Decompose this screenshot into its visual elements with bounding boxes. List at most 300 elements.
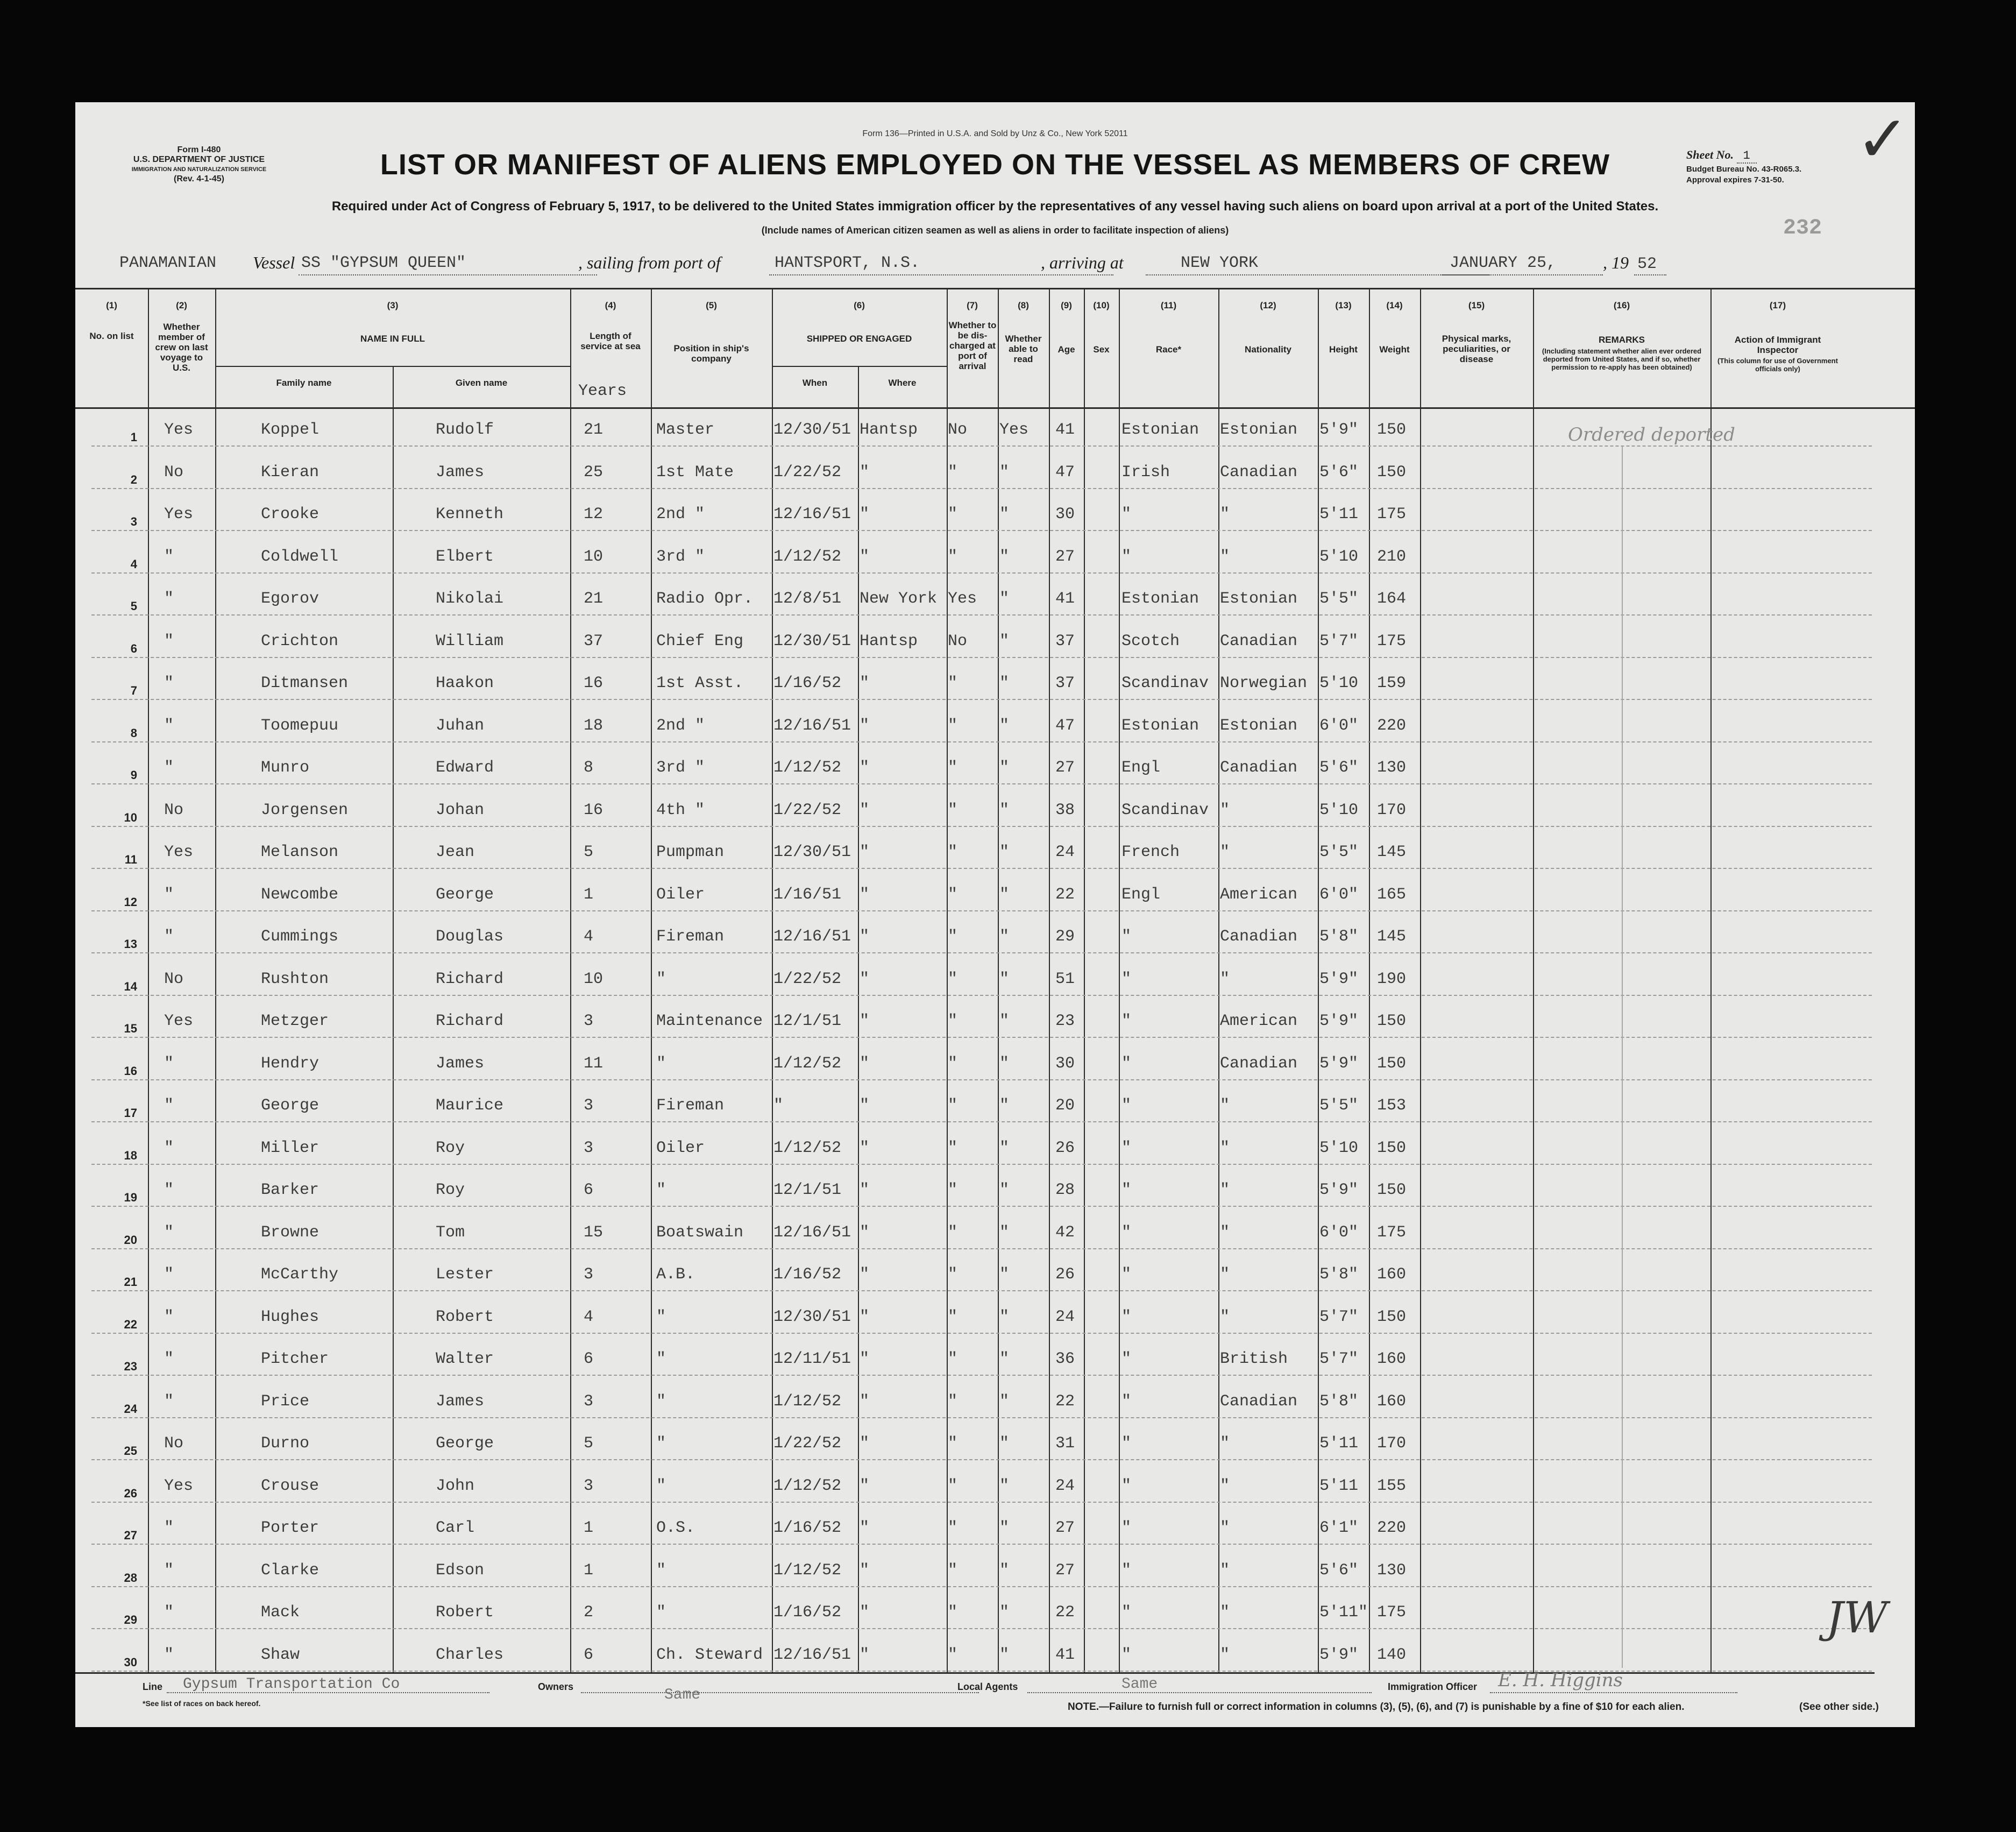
cell-when: 1/16/52	[773, 1519, 842, 1537]
cell-where: "	[860, 1054, 870, 1073]
header-age: Age	[1057, 344, 1075, 355]
row-number: 17	[124, 1106, 137, 1120]
cell-position: Boatswain	[656, 1223, 744, 1242]
cell-family: Ditmansen	[261, 674, 349, 692]
row-number: 21	[124, 1275, 137, 1289]
col-num: (1)	[106, 300, 117, 310]
cell-weight: 175	[1377, 632, 1407, 650]
cell-position: Oiler	[656, 1138, 705, 1157]
row-number: 30	[124, 1655, 137, 1669]
requirement-text: Required under Act of Congress of February 5, 1917, to be delivered to the United States immigration officer by the representatives of any vessel having such aliens on board upon arrival at a port of the United States.	[331, 199, 1659, 214]
cell-age: 30	[1055, 505, 1075, 524]
cell-nationality: American	[1220, 1012, 1298, 1030]
col-num: (10)	[1093, 300, 1110, 310]
cell-position: "	[656, 1476, 666, 1495]
cell-where: "	[860, 716, 870, 735]
cell-where: "	[860, 505, 870, 524]
cell-when: 1/22/52	[773, 970, 842, 988]
cell-where: "	[860, 674, 870, 692]
cell-age: 24	[1055, 843, 1075, 861]
row-number: 1	[130, 430, 137, 444]
cell-prev: "	[164, 1307, 174, 1326]
cell-weight: 170	[1377, 1434, 1407, 1453]
cell-given: James	[436, 1392, 485, 1411]
footer-note: NOTE.—Failure to furnish full or correct information in columns (3), (5), (6), and (7) is punishable by a fine of $10 for each alien.	[1068, 1701, 1685, 1713]
cell-when: 1/22/52	[773, 1434, 842, 1453]
cell-weight: 150	[1377, 1181, 1407, 1199]
cell-race: "	[1121, 1223, 1132, 1242]
cell-height: 5'9"	[1319, 1012, 1359, 1030]
cell-discharged: "	[948, 970, 958, 988]
cell-height: 5'6"	[1319, 759, 1359, 777]
cell-position: "	[656, 1181, 666, 1199]
cell-position: 3rd "	[656, 759, 705, 777]
year-suffix: 52	[1637, 255, 1657, 273]
cell-family: Shaw	[261, 1645, 300, 1664]
cell-prev: No	[164, 463, 184, 482]
cell-where: "	[860, 1476, 870, 1495]
cell-height: 5'9"	[1319, 1054, 1359, 1073]
cell-position: Pumpman	[656, 843, 725, 861]
cell-weight: 155	[1377, 1476, 1407, 1495]
cell-prev: Yes	[164, 1012, 194, 1030]
cell-weight: 160	[1377, 1350, 1407, 1368]
row-number: 10	[124, 810, 137, 824]
cell-when: 1/22/52	[773, 463, 842, 482]
cell-discharged: "	[948, 1519, 958, 1537]
cell-position: "	[656, 1561, 666, 1580]
cell-position: Radio Opr.	[656, 590, 754, 608]
cell-family: Melanson	[261, 843, 339, 861]
col-num: (7)	[967, 300, 978, 310]
cell-when: 12/1/51	[773, 1181, 842, 1199]
row-number: 15	[124, 1022, 137, 1035]
cell-given: Jean	[436, 843, 475, 861]
cell-nationality: "	[1220, 1307, 1230, 1326]
cell-service: 18	[584, 716, 604, 735]
form-id: Form I-480	[177, 145, 221, 154]
cell-prev: "	[164, 1138, 174, 1157]
cell-service: 12	[584, 505, 604, 524]
cell-nationality: Norwegian	[1220, 674, 1308, 692]
row-number: 11	[124, 853, 137, 866]
cell-height: 5'5"	[1319, 843, 1359, 861]
cell-read: "	[999, 505, 1010, 524]
cell-nationality: "	[1220, 1476, 1230, 1495]
cell-weight: 220	[1377, 716, 1407, 735]
header-prev-voyage: Whether member of crew on last voyage to U.S.	[155, 322, 208, 373]
cell-discharged: "	[948, 928, 958, 946]
cell-weight: 165	[1377, 885, 1407, 904]
cell-given: Richard	[436, 970, 504, 988]
cell-where: "	[860, 801, 870, 819]
cell-prev: "	[164, 885, 174, 904]
col-num: (12)	[1260, 300, 1276, 310]
col-num: (4)	[605, 300, 616, 310]
include-note: (Include names of American citizen seamen as well as aliens in order to facilitate inspection of aliens)	[761, 225, 1229, 236]
cell-position: Oiler	[656, 885, 705, 904]
cell-age: 41	[1055, 1645, 1075, 1664]
cell-nationality: "	[1220, 801, 1230, 819]
cell-prev: "	[164, 928, 174, 946]
cell-where: "	[860, 759, 870, 777]
cell-when: 12/30/51	[773, 421, 851, 439]
cell-height: 5'10	[1319, 547, 1359, 566]
cell-service: 25	[584, 463, 604, 482]
cell-prev: "	[164, 759, 174, 777]
cell-read: "	[999, 547, 1010, 566]
header-given-name: Given name	[455, 378, 508, 388]
cell-family: Coldwell	[261, 547, 339, 566]
cell-when: 12/16/51	[773, 928, 851, 946]
cell-position: Fireman	[656, 928, 725, 946]
cell-when: 1/12/52	[773, 1561, 842, 1580]
cell-position: "	[656, 1054, 666, 1073]
cell-when: 12/16/51	[773, 505, 851, 524]
cell-race: Scandinav	[1121, 801, 1209, 819]
cell-read: "	[999, 1392, 1010, 1411]
cell-nationality: "	[1220, 1519, 1230, 1537]
cell-position: 1st Mate	[656, 463, 734, 482]
cell-family: Porter	[261, 1519, 320, 1537]
row-number: 23	[124, 1360, 137, 1373]
service: IMMIGRATION AND NATURALIZATION SERVICE	[131, 166, 267, 173]
cell-family: Barker	[261, 1181, 320, 1199]
cell-when: 1/12/52	[773, 1054, 842, 1073]
cell-given: Charles	[436, 1645, 504, 1664]
cell-read: "	[999, 463, 1010, 482]
footer-line-value: Gypsum Transportation Co	[183, 1676, 400, 1693]
cell-age: 26	[1055, 1138, 1075, 1157]
cell-weight: 150	[1377, 1138, 1407, 1157]
cell-service: 3	[584, 1265, 594, 1284]
cell-weight: 150	[1377, 421, 1407, 439]
cell-where: "	[860, 463, 870, 482]
col-num: (13)	[1335, 300, 1352, 310]
cell-family: Munro	[261, 759, 310, 777]
cell-discharged: "	[948, 716, 958, 735]
cell-read: "	[999, 928, 1010, 946]
cell-prev: "	[164, 1181, 174, 1199]
cell-when: 1/12/52	[773, 759, 842, 777]
cell-discharged: "	[948, 885, 958, 904]
cell-position: "	[656, 970, 666, 988]
header-when: When	[802, 378, 828, 388]
cell-when: 1/22/52	[773, 801, 842, 819]
cell-discharged: "	[948, 843, 958, 861]
row-number: 28	[124, 1571, 137, 1585]
cell-read: "	[999, 1138, 1010, 1157]
cell-nationality: Canadian	[1220, 759, 1298, 777]
cell-when: 12/1/51	[773, 1012, 842, 1030]
cell-family: Rushton	[261, 970, 329, 988]
cell-nationality: "	[1220, 843, 1230, 861]
cell-family: Pitcher	[261, 1350, 329, 1368]
cell-prev: "	[164, 590, 174, 608]
header-discharged: Whether to be dis-charged at port of arrival	[948, 320, 997, 371]
cell-where: "	[860, 1350, 870, 1368]
cell-prev: Yes	[164, 1476, 194, 1495]
cell-race: Engl	[1121, 759, 1161, 777]
cell-race: "	[1121, 1307, 1132, 1326]
cell-height: 5'9"	[1319, 970, 1359, 988]
cell-nationality: "	[1220, 970, 1230, 988]
cell-where: "	[860, 1181, 870, 1199]
row-number: 25	[124, 1444, 137, 1458]
cell-given: Robert	[436, 1603, 494, 1622]
department: U.S. DEPARTMENT OF JUSTICE	[133, 155, 265, 164]
cell-family: Newcombe	[261, 885, 339, 904]
cell-service: 3	[584, 1138, 594, 1157]
row-number: 20	[124, 1233, 137, 1247]
cell-when: "	[773, 1097, 784, 1115]
cell-prev: "	[164, 1645, 174, 1664]
cell-family: Koppel	[261, 421, 320, 439]
cell-service: 21	[584, 421, 604, 439]
cell-family: Hendry	[261, 1054, 320, 1073]
pencil-line	[1622, 447, 1623, 1668]
cell-discharged: "	[948, 1054, 958, 1073]
cell-nationality: "	[1220, 1223, 1230, 1242]
cell-position: Ch. Steward	[656, 1645, 763, 1664]
cell-family: Hughes	[261, 1307, 320, 1326]
cell-age: 47	[1055, 463, 1075, 482]
cell-nationality: Canadian	[1220, 632, 1298, 650]
cell-age: 28	[1055, 1181, 1075, 1199]
cell-height: 5'7"	[1319, 632, 1359, 650]
cell-discharged: "	[948, 759, 958, 777]
cell-height: 5'10	[1319, 801, 1359, 819]
cell-race: Scandinav	[1121, 674, 1209, 692]
cell-read: "	[999, 801, 1010, 819]
cell-position: 3rd "	[656, 547, 705, 566]
year-prefix: , 19	[1603, 253, 1629, 272]
destination: NEW YORK	[1181, 254, 1259, 272]
cell-race: "	[1121, 1012, 1132, 1030]
cell-read: "	[999, 1307, 1010, 1326]
cell-when: 12/8/51	[773, 590, 842, 608]
cell-position: "	[656, 1307, 666, 1326]
cell-weight: 160	[1377, 1392, 1407, 1411]
cell-height: 5'8"	[1319, 1392, 1359, 1411]
cell-where: "	[860, 1603, 870, 1622]
row-number: 19	[124, 1191, 137, 1204]
cell-race: "	[1121, 1350, 1132, 1368]
cell-age: 47	[1055, 716, 1075, 735]
cell-discharged: "	[948, 547, 958, 566]
cell-race: "	[1121, 1138, 1132, 1157]
cell-race: "	[1121, 1519, 1132, 1537]
arriving-label: , arriving at	[1041, 253, 1124, 272]
cell-given: Nikolai	[436, 590, 504, 608]
sheet-number	[1686, 148, 1757, 162]
header-weight: Weight	[1379, 344, 1410, 355]
cell-where: "	[860, 1645, 870, 1664]
cell-race: Estonian	[1121, 421, 1199, 439]
cell-family: Mack	[261, 1603, 300, 1622]
cell-prev: "	[164, 1265, 174, 1284]
cell-position: Maintenance	[656, 1012, 763, 1030]
cell-service: 16	[584, 801, 604, 819]
cell-weight: 190	[1377, 970, 1407, 988]
cell-prev: No	[164, 970, 184, 988]
header-race: Race*	[1155, 344, 1182, 355]
cell-nationality: "	[1220, 505, 1230, 524]
cell-nationality: Estonian	[1220, 716, 1298, 735]
cell-nationality: Canadian	[1220, 1054, 1298, 1073]
cell-discharged: No	[948, 421, 968, 439]
cell-family: Jorgensen	[261, 801, 349, 819]
cell-given: Haakon	[436, 674, 494, 692]
cell-weight: 130	[1377, 1561, 1407, 1580]
cell-prev: "	[164, 716, 174, 735]
cell-given: George	[436, 885, 494, 904]
cell-prev: Yes	[164, 421, 194, 439]
cell-given: Edward	[436, 759, 494, 777]
cell-position: "	[656, 1350, 666, 1368]
cell-given: Kenneth	[436, 505, 504, 524]
cell-when: 12/16/51	[773, 1645, 851, 1664]
vessel-name: SS "GYPSUM QUEEN"	[301, 254, 466, 272]
cell-age: 22	[1055, 885, 1075, 904]
cell-prev: "	[164, 547, 174, 566]
cell-where: Hantsp	[860, 632, 918, 650]
cell-read: "	[999, 1561, 1010, 1580]
cell-weight: 170	[1377, 801, 1407, 819]
cell-weight: 175	[1377, 1603, 1407, 1622]
cell-where: "	[860, 970, 870, 988]
header-inspector-note: (This column for use of Government officials only)	[1717, 357, 1838, 373]
sheet-label: Sheet No.	[1686, 148, 1734, 161]
footer-agents-value: Same	[1121, 1676, 1158, 1693]
cell-read: "	[999, 759, 1010, 777]
cell-service: 6	[584, 1350, 594, 1368]
cell-weight: 210	[1377, 547, 1407, 566]
cell-where: "	[860, 1307, 870, 1326]
cell-weight: 150	[1377, 1307, 1407, 1326]
cell-family: Browne	[261, 1223, 320, 1242]
row-number: 9	[130, 768, 137, 782]
vessel-label: Vessel	[253, 253, 295, 272]
cell-read: "	[999, 1012, 1010, 1030]
cell-read: "	[999, 1519, 1010, 1537]
cell-when: 1/12/52	[773, 1392, 842, 1411]
page-title: LIST OR MANIFEST OF ALIENS EMPLOYED ON THE VESSEL AS MEMBERS OF CREW	[380, 148, 1610, 181]
cell-service: 11	[584, 1054, 604, 1073]
cell-nationality: "	[1220, 1138, 1230, 1157]
cell-service: 16	[584, 674, 604, 692]
cell-weight: 140	[1377, 1645, 1407, 1664]
cell-race: "	[1121, 928, 1132, 946]
cell-race: "	[1121, 1265, 1132, 1284]
cell-given: Maurice	[436, 1097, 504, 1115]
cell-prev: "	[164, 1561, 174, 1580]
cell-discharged: "	[948, 463, 958, 482]
cell-prev: "	[164, 1350, 174, 1368]
cell-race: Irish	[1121, 463, 1170, 482]
cell-given: Roy	[436, 1181, 465, 1199]
cell-service: 21	[584, 590, 604, 608]
cell-where: "	[860, 928, 870, 946]
cell-age: 41	[1055, 590, 1075, 608]
cell-weight: 159	[1377, 674, 1407, 692]
cell-height: 5'11	[1319, 1434, 1359, 1453]
cell-service: 6	[584, 1181, 594, 1199]
row-number: 2	[130, 472, 137, 486]
cell-given: James	[436, 1054, 485, 1073]
cell-where: "	[860, 1223, 870, 1242]
cell-where: "	[860, 1434, 870, 1453]
cell-when: 1/12/52	[773, 1138, 842, 1157]
row-number: 3	[130, 515, 137, 528]
header-where: Where	[888, 378, 917, 388]
cell-when: 1/12/52	[773, 1476, 842, 1495]
cell-family: Price	[261, 1392, 310, 1411]
cell-nationality: Canadian	[1220, 928, 1298, 946]
cell-prev: "	[164, 674, 174, 692]
cell-given: William	[436, 632, 504, 650]
manifest-sheet	[75, 102, 1915, 1727]
cell-read: "	[999, 1223, 1010, 1242]
cell-read: "	[999, 885, 1010, 904]
cell-position: 4th "	[656, 801, 705, 819]
cell-prev: No	[164, 1434, 184, 1453]
cell-height: 5'9"	[1319, 421, 1359, 439]
cell-discharged: "	[948, 1181, 958, 1199]
remarks-annotation: Ordered deported	[1568, 424, 1735, 445]
cell-read: "	[999, 632, 1010, 650]
approval: Approval expires 7-31-50.	[1686, 175, 1784, 185]
cell-discharged: "	[948, 1223, 958, 1242]
cell-read: "	[999, 1603, 1010, 1622]
cell-service: 3	[584, 1012, 594, 1030]
col-num: (5)	[706, 300, 717, 310]
cell-height: 5'11	[1319, 1476, 1359, 1495]
cell-weight: 145	[1377, 843, 1407, 861]
row-number: 26	[124, 1486, 137, 1500]
cell-service: 2	[584, 1603, 594, 1622]
cell-height: 6'0"	[1319, 885, 1359, 904]
cell-service: 8	[584, 759, 594, 777]
col-num: (6)	[854, 300, 865, 310]
cell-read: "	[999, 1097, 1010, 1115]
cell-service: 37	[584, 632, 604, 650]
row-number: 5	[130, 599, 137, 613]
cell-weight: 153	[1377, 1097, 1407, 1115]
cell-read: "	[999, 970, 1010, 988]
row-number: 6	[130, 641, 137, 655]
cell-height: 6'1"	[1319, 1519, 1359, 1537]
cell-age: 27	[1055, 759, 1075, 777]
cell-race: Estonian	[1121, 716, 1199, 735]
cell-age: 24	[1055, 1307, 1075, 1326]
officer-signature: E. H. Higgins	[1498, 1670, 1623, 1691]
cell-service: 15	[584, 1223, 604, 1242]
col-num: (2)	[176, 300, 187, 310]
cell-read: "	[999, 674, 1010, 692]
cell-race: "	[1121, 1054, 1132, 1073]
vessel-flag: PANAMANIAN	[119, 254, 217, 272]
cell-given: Tom	[436, 1223, 465, 1242]
cell-when: 1/12/52	[773, 547, 842, 566]
cell-race: "	[1121, 1561, 1132, 1580]
cell-read: "	[999, 716, 1010, 735]
row-number: 13	[124, 937, 137, 951]
cell-given: Rudolf	[436, 421, 494, 439]
cell-height: 5'5"	[1319, 590, 1359, 608]
cell-family: Crooke	[261, 505, 320, 524]
cell-prev: "	[164, 1392, 174, 1411]
